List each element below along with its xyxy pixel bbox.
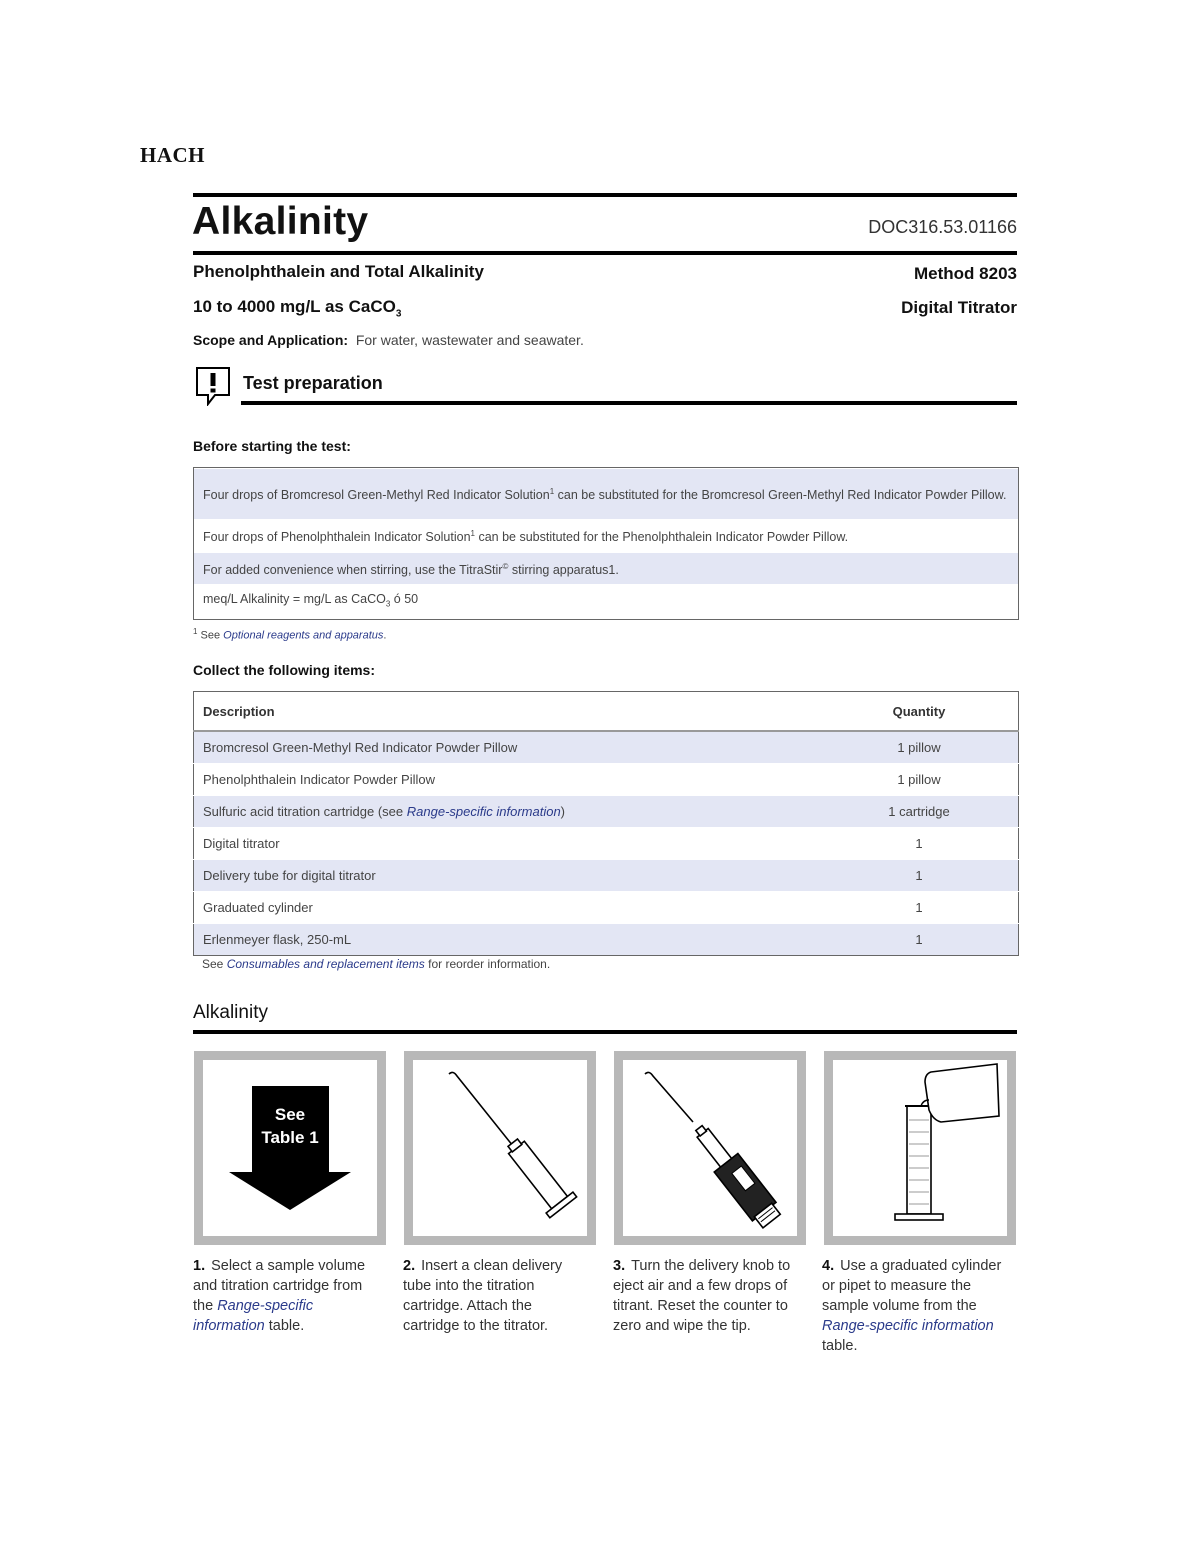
graduated-cylinder-icon [833,1060,1007,1236]
header-rule-bottom [193,251,1017,255]
table-row [194,731,1019,764]
arrow-label-see: See [274,1105,306,1124]
instrument-name: Digital Titrator [901,298,1017,317]
optional-reagents-link[interactable]: Optional reagents and apparatus [223,629,384,642]
item-description: Bromcresol Green-Methyl Red Indicator Powder Pillow [194,731,821,764]
digital-titrator-icon [623,1060,797,1236]
range-specific-link[interactable]: Range-specific information [193,1298,314,1334]
document-id: DOC316.53.01166 [868,217,1017,237]
procedure-rule [193,1030,1017,1034]
table-row [194,764,1019,796]
document-title: Alkalinity [192,200,369,243]
table-row [194,828,1019,860]
table-header-row [194,692,1019,732]
item-description: Phenolphthalein Indicator Powder Pillow [194,764,821,796]
scope-label: Scope and Application: [193,332,349,348]
table-row [194,892,1019,924]
table-row [194,860,1019,892]
item-description: Erlenmeyer flask, 250-mL [194,924,821,956]
step-1-illustration [194,1051,386,1245]
step-2-text: 2. Insert a clean delivery tube into the titration cartridge. Attach the cartridge to the titrator. [403,1258,563,1334]
method-subtitle: Phenolphthalein and Total Alkalinity [193,262,484,281]
table-row [194,924,1019,956]
item-quantity: 1 [820,892,1019,924]
item-quantity: 1 [820,860,1019,892]
before-starting-heading: Before starting the test: [193,438,351,454]
column-header-description: Description [194,692,821,732]
down-arrow-icon [203,1060,377,1236]
arrow-label-table: Table 1 [261,1128,319,1147]
item-description: Sulfuric acid titration cartridge (see Range-specific information) [194,796,821,828]
item-quantity: 1 pillow [820,764,1019,796]
note-row: Four drops of Phenolphthalein Indicator Solution$^1$ can be substituted for the Phenolphthalein Indicator Powder Pillow. [194,519,1018,552]
step-3-illustration [614,1051,806,1245]
step-2-illustration [404,1051,596,1245]
step-3-text: 3. Turn the delivery knob to eject air and a few drops of titrant. Reset the counter to zero and wipe the tip. [613,1258,791,1334]
step-1-text: 1. Select a sample volume and titration cartridge from the Range-specific information table. [193,1258,366,1334]
item-quantity: 1 pillow [820,731,1019,764]
item-quantity: 1 cartridge [820,796,1019,828]
note-row: Four drops of Bromcresol Green-Methyl Red Indicator Solution$^1$ can be substituted for the Bromcresol Green-Methyl Red Indicator Powder Pillow. [194,468,1018,519]
scope-line [193,332,584,348]
exclamation-icon [195,366,233,406]
consumables-link[interactable]: Consumables and replacement items [226,957,425,971]
range-specific-link[interactable]: Range-specific information [822,1318,994,1334]
note-row: For added convenience when stirring, use the TitraStir© stirring apparatus1. [194,552,1018,584]
consumables-note: See Consumables and replacement items for reorder information. [202,957,551,971]
scope-text: For water, wastewater and seawater. [355,332,584,348]
column-header-quantity: Quantity [820,692,1019,732]
item-quantity: 1 [820,924,1019,956]
note-row: meq/L Alkalinity = mg/L as CaCO$_3$ ó 50 [194,584,1018,619]
item-quantity: 1 [820,828,1019,860]
collect-items-heading: Collect the following items: [193,662,376,678]
range-specific-link[interactable]: Range-specific information [406,804,561,819]
measurement-range: 10 to 4000 mg/L as CaCO$_3$ [193,297,402,320]
footnote: $^1$ See Optional reagents and apparatus. [193,627,387,642]
item-description: Graduated cylinder [194,892,821,924]
step-4-illustration [824,1051,1016,1245]
header-rule-top [193,193,1017,197]
table-row [194,796,1019,828]
item-description: Digital titrator [194,828,821,860]
delivery-tube-icon [413,1060,587,1236]
item-description: Delivery tube for digital titrator [194,860,821,892]
procedure-heading: Alkalinity [193,1002,268,1023]
brand-logo: HACH [140,143,205,167]
items-table [193,691,1019,956]
step-4-text: 4. Use a graduated cylinder or pipet to measure the sample volume from the Range-specific information table. [822,1258,1002,1354]
test-preparation-heading: Test preparation [243,373,383,393]
test-preparation-rule [241,401,1017,405]
notes-table [193,467,1019,620]
method-number: Method 8203 [914,264,1017,283]
